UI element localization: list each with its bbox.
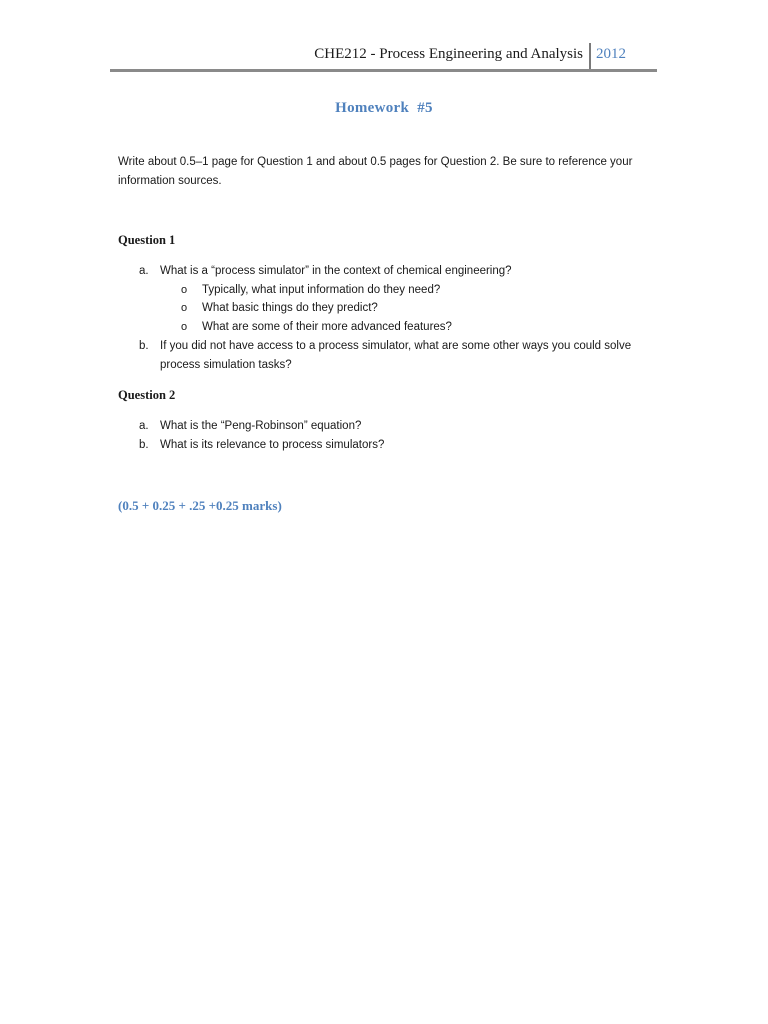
instructions-paragraph: Write about 0.5–1 page for Question 1 and about 0.5 pages for Question 2. Be sure to reference your information sources. [118, 156, 633, 187]
list-marker: b. [139, 439, 149, 451]
course-title: CHE212 - Process Engineering and Analysis [314, 46, 583, 62]
page-header [110, 40, 657, 72]
list-item-text: If you did not have access to a process simulator, what are some other ways you could solve [160, 340, 632, 352]
list-item-text: What is a “process simulator” in the context of chemical engineering? [160, 265, 512, 277]
bullet-marker: o [181, 284, 188, 296]
bullet-marker: o [181, 302, 188, 314]
course-year: 2012 [596, 46, 626, 62]
question-1-heading: Question 1 [118, 233, 176, 247]
list-item-text: What is the “Peng-Robinson” equation? [160, 420, 362, 432]
header-separator [589, 43, 591, 69]
list-marker: a. [139, 420, 149, 432]
header-rule [110, 69, 657, 72]
list-marker: b. [139, 340, 149, 352]
list-item-text: process simulation tasks? [160, 359, 292, 371]
list-item-text: Typically, what input information do they need? [202, 284, 441, 296]
list-item-text: What are some of their more advanced features? [202, 321, 452, 333]
question-2-heading: Question 2 [118, 388, 176, 402]
list-marker: a. [139, 265, 149, 277]
marks-allocation: (0.5 + 0.25 + .25 +0.25 marks) [118, 498, 282, 513]
bullet-marker: o [181, 321, 188, 333]
list-item-text: What is its relevance to process simulators? [160, 439, 385, 451]
list-item-text: What basic things do they predict? [202, 302, 378, 314]
page-title: Homework #5 [335, 100, 433, 116]
